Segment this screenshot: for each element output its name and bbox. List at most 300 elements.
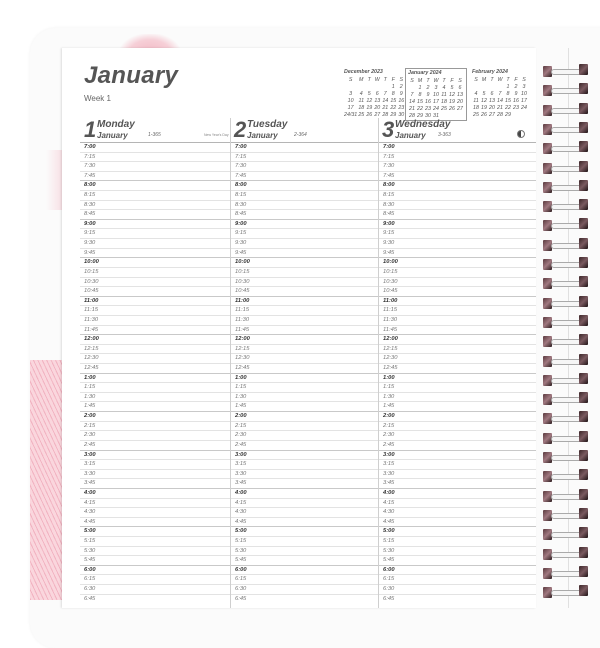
time-slot[interactable] xyxy=(231,392,378,402)
time-slot[interactable] xyxy=(80,190,230,200)
time-slot[interactable] xyxy=(379,536,536,546)
time-slot[interactable] xyxy=(379,277,536,287)
time-label: 3:00 xyxy=(84,451,96,458)
time-slot[interactable] xyxy=(379,498,536,508)
time-slot[interactable] xyxy=(231,180,378,190)
mini-calendar-date: 27 xyxy=(457,105,463,112)
time-slot[interactable] xyxy=(379,267,536,277)
time-label: 10:30 xyxy=(235,278,250,285)
time-slot[interactable] xyxy=(231,257,378,267)
time-slot[interactable] xyxy=(379,421,536,431)
mini-calendar-grid xyxy=(344,76,405,118)
time-slot[interactable] xyxy=(80,526,230,536)
time-label: 1:00 xyxy=(84,374,96,381)
time-slot[interactable] xyxy=(379,180,536,190)
mini-calendar-date: 22 xyxy=(390,104,397,111)
time-slot[interactable] xyxy=(80,392,230,402)
mini-calendar-date: 23 xyxy=(398,104,405,111)
time-slot[interactable] xyxy=(379,517,536,527)
mini-calendar-date: 11 xyxy=(473,97,479,104)
ring-hole-right xyxy=(579,238,588,249)
time-slot[interactable] xyxy=(80,584,230,594)
time-slot[interactable] xyxy=(80,296,230,306)
time-label: 8:45 xyxy=(84,211,96,218)
time-label: 1:45 xyxy=(383,403,395,410)
time-label: 11:00 xyxy=(84,297,99,304)
time-slot[interactable] xyxy=(379,459,536,469)
time-slot[interactable] xyxy=(231,382,378,392)
time-slot[interactable] xyxy=(231,565,378,575)
time-slot[interactable] xyxy=(379,190,536,200)
mini-calendar-date: 2 xyxy=(514,83,518,90)
time-slot[interactable] xyxy=(80,450,230,460)
mini-calendar-date: 18 xyxy=(358,104,365,111)
time-label: 11:30 xyxy=(235,316,250,323)
time-slot[interactable] xyxy=(231,286,378,296)
time-slot[interactable] xyxy=(379,228,536,238)
time-slot[interactable] xyxy=(231,325,378,335)
time-slot[interactable] xyxy=(231,161,378,171)
time-slot[interactable] xyxy=(80,180,230,190)
mini-calendar-date: 6 xyxy=(375,90,379,97)
time-slot[interactable] xyxy=(379,526,536,536)
mini-calendar xyxy=(344,69,405,118)
mini-calendar-date: 15 xyxy=(390,97,397,104)
time-slot[interactable] xyxy=(231,594,378,604)
time-slot[interactable] xyxy=(80,334,230,344)
time-slot[interactable] xyxy=(379,565,536,575)
time-slot[interactable] xyxy=(80,382,230,392)
day-header xyxy=(382,118,526,142)
time-slot[interactable] xyxy=(80,171,230,181)
ring-hole-right xyxy=(579,199,588,210)
time-label: 9:00 xyxy=(235,220,247,227)
mini-calendar-date: 26 xyxy=(481,111,487,118)
time-slot[interactable] xyxy=(231,574,378,584)
spiral-ring xyxy=(543,491,597,503)
time-slot[interactable] xyxy=(231,584,378,594)
time-slot[interactable] xyxy=(231,353,378,363)
time-slot[interactable] xyxy=(231,421,378,431)
time-slot[interactable] xyxy=(379,363,536,373)
mini-calendar-date: 11 xyxy=(358,97,365,104)
time-label: 10:00 xyxy=(383,259,398,266)
mini-calendar-title: January 2024 xyxy=(408,70,442,76)
time-slot[interactable] xyxy=(379,373,536,383)
time-label: 12:45 xyxy=(383,365,398,372)
day-name: Monday xyxy=(97,119,135,130)
time-slot[interactable] xyxy=(80,200,230,210)
time-label: 8:30 xyxy=(235,201,247,208)
spiral-ring xyxy=(543,317,597,329)
time-slot[interactable] xyxy=(231,411,378,421)
time-slot[interactable] xyxy=(231,459,378,469)
time-label: 4:30 xyxy=(235,509,247,516)
mini-calendar-date: 7 xyxy=(498,90,502,97)
mini-calendar-date: 15 xyxy=(417,98,423,105)
time-label: 7:45 xyxy=(383,172,395,179)
spiral-ring xyxy=(543,471,597,483)
weekday-label: S xyxy=(348,76,353,83)
time-slot[interactable] xyxy=(379,353,536,363)
time-label: 10:00 xyxy=(235,259,250,266)
mini-calendar-title: February 2024 xyxy=(472,69,508,75)
time-label: 8:30 xyxy=(383,201,395,208)
time-slot[interactable] xyxy=(80,555,230,565)
time-label: 3:00 xyxy=(383,451,395,458)
time-slot[interactable] xyxy=(379,594,536,604)
time-slot[interactable] xyxy=(379,430,536,440)
ring-hole-right xyxy=(579,411,588,422)
spiral-ring xyxy=(543,587,597,599)
day-header xyxy=(84,118,228,142)
time-label: 12:45 xyxy=(235,365,250,372)
time-slot[interactable] xyxy=(80,373,230,383)
time-slot[interactable] xyxy=(231,536,378,546)
time-slot[interactable] xyxy=(80,363,230,373)
time-slot[interactable] xyxy=(379,219,536,229)
time-slot[interactable] xyxy=(231,507,378,517)
time-slot[interactable] xyxy=(80,498,230,508)
time-slot[interactable] xyxy=(80,305,230,315)
mini-calendar-date: 2 xyxy=(399,83,403,90)
time-slot[interactable] xyxy=(379,574,536,584)
time-slot[interactable] xyxy=(80,353,230,363)
mini-calendar xyxy=(405,68,467,121)
ring-hole-right xyxy=(579,547,588,558)
time-slot[interactable] xyxy=(379,488,536,498)
time-label: 6:45 xyxy=(235,595,247,602)
time-label: 1:00 xyxy=(235,374,247,381)
time-label: 2:00 xyxy=(235,413,247,420)
time-slot[interactable] xyxy=(379,286,536,296)
time-slot[interactable] xyxy=(80,488,230,498)
time-slot[interactable] xyxy=(80,344,230,354)
mini-calendar xyxy=(472,69,528,118)
time-label: 6:00 xyxy=(235,566,247,573)
time-label: 3:45 xyxy=(84,480,96,487)
day-of-year-count: 2-364 xyxy=(294,132,307,138)
time-slot[interactable] xyxy=(80,286,230,296)
spiral-ring xyxy=(543,163,597,175)
time-slot[interactable] xyxy=(80,411,230,421)
day-month: January xyxy=(97,131,128,140)
time-label: 2:45 xyxy=(84,441,96,448)
time-slot[interactable] xyxy=(231,440,378,450)
mini-calendar-date xyxy=(472,83,480,90)
time-slot[interactable] xyxy=(80,469,230,479)
time-slot[interactable] xyxy=(379,325,536,335)
mini-calendar-date xyxy=(365,83,373,90)
time-slot[interactable] xyxy=(80,277,230,287)
mini-calendar-date: 24 xyxy=(521,104,527,111)
mini-calendar-date xyxy=(408,84,416,91)
time-slot[interactable] xyxy=(379,392,536,402)
time-label: 6:15 xyxy=(235,576,247,583)
time-slot[interactable] xyxy=(80,440,230,450)
mini-calendar-date: 16 xyxy=(425,98,431,105)
time-label: 1:30 xyxy=(84,393,96,400)
time-slot[interactable] xyxy=(80,478,230,488)
mini-calendar-date: 24/31 xyxy=(344,111,358,118)
time-slot[interactable] xyxy=(80,257,230,267)
time-label: 5:15 xyxy=(235,537,247,544)
time-label: 2:30 xyxy=(383,432,395,439)
time-slot[interactable] xyxy=(231,267,378,277)
time-slot[interactable] xyxy=(80,228,230,238)
spiral-ring xyxy=(543,182,597,194)
time-slot[interactable] xyxy=(231,546,378,556)
time-label: 11:45 xyxy=(84,326,99,333)
time-label: 6:45 xyxy=(383,595,395,602)
ring-hole-right xyxy=(579,141,588,152)
time-slot[interactable] xyxy=(231,488,378,498)
time-slot[interactable] xyxy=(379,305,536,315)
time-slot[interactable] xyxy=(231,334,378,344)
time-slot[interactable] xyxy=(379,152,536,162)
mini-calendar-date: 18 xyxy=(473,104,479,111)
time-slot[interactable] xyxy=(80,161,230,171)
time-label: 12:00 xyxy=(235,336,250,343)
day-number: 3 xyxy=(382,117,395,142)
time-slot[interactable] xyxy=(80,315,230,325)
time-label: 8:15 xyxy=(383,192,395,199)
time-label: 4:00 xyxy=(84,489,96,496)
mini-calendar-date xyxy=(512,111,520,118)
time-label: 5:30 xyxy=(235,547,247,554)
time-slot[interactable] xyxy=(80,594,230,604)
time-slot[interactable] xyxy=(379,200,536,210)
time-slot[interactable] xyxy=(379,440,536,450)
ring-hole-right xyxy=(579,83,588,94)
ring-hole-right xyxy=(579,469,588,480)
weekday-label: M xyxy=(417,77,423,84)
time-label: 5:00 xyxy=(235,528,247,535)
mini-calendar-date: 30 xyxy=(425,112,431,119)
time-label: 9:30 xyxy=(84,240,96,247)
spiral-ring xyxy=(543,143,597,155)
time-label: 4:45 xyxy=(84,518,96,525)
time-slot[interactable] xyxy=(231,373,378,383)
time-slot[interactable] xyxy=(80,536,230,546)
time-slot[interactable] xyxy=(379,257,536,267)
day-column xyxy=(379,142,536,603)
day-of-year-count: 3-363 xyxy=(438,132,451,138)
mini-calendar-date: 28 xyxy=(409,112,415,119)
time-slot[interactable] xyxy=(80,238,230,248)
mini-calendar-date: 6 xyxy=(458,84,462,91)
ring-hole-right xyxy=(579,257,588,268)
time-slot[interactable] xyxy=(80,267,230,277)
time-label: 11:30 xyxy=(84,316,99,323)
mini-calendar-date: 25 xyxy=(473,111,479,118)
time-label: 12:15 xyxy=(235,345,250,352)
time-slot[interactable] xyxy=(379,248,536,258)
time-label: 7:00 xyxy=(383,144,395,150)
weekday-label: W xyxy=(497,76,503,83)
time-label: 8:45 xyxy=(383,211,395,218)
time-label: 8:00 xyxy=(235,182,247,189)
time-label: 2:30 xyxy=(84,432,96,439)
mini-calendar-date: 9 xyxy=(514,90,518,97)
mini-calendar-date: 21 xyxy=(382,104,389,111)
time-label: 1:15 xyxy=(383,384,395,391)
mini-calendar-date: 17 xyxy=(433,98,439,105)
time-label: 6:15 xyxy=(84,576,96,583)
time-slot[interactable] xyxy=(231,430,378,440)
time-slot[interactable] xyxy=(80,219,230,229)
time-slot[interactable] xyxy=(231,190,378,200)
time-slot[interactable] xyxy=(80,574,230,584)
mini-calendar-date: 9 xyxy=(426,91,430,98)
mini-calendar-date: 29 xyxy=(505,111,511,118)
time-slot[interactable] xyxy=(379,161,536,171)
time-label: 12:15 xyxy=(84,345,99,352)
time-slot[interactable] xyxy=(231,517,378,527)
mini-calendar-date: 22 xyxy=(505,104,511,111)
time-label: 8:30 xyxy=(84,201,96,208)
time-slot[interactable] xyxy=(379,296,536,306)
time-label: 10:15 xyxy=(383,268,398,275)
mini-calendar-date: 24 xyxy=(433,105,439,112)
time-slot[interactable] xyxy=(231,315,378,325)
spiral-ring xyxy=(543,105,597,117)
time-slot[interactable] xyxy=(231,209,378,219)
time-slot[interactable] xyxy=(80,517,230,527)
mini-calendar-date xyxy=(381,83,389,90)
ring-hole-right xyxy=(579,508,588,519)
time-slot[interactable] xyxy=(379,450,536,460)
time-slot[interactable] xyxy=(231,555,378,565)
time-label: 4:00 xyxy=(383,489,395,496)
time-slot[interactable] xyxy=(80,152,230,162)
time-slot[interactable] xyxy=(379,315,536,325)
time-slot[interactable] xyxy=(379,344,536,354)
time-slot[interactable] xyxy=(379,507,536,517)
time-slot[interactable] xyxy=(80,430,230,440)
time-label: 6:00 xyxy=(383,566,395,573)
day-number: 2 xyxy=(234,117,247,142)
time-slot[interactable] xyxy=(231,401,378,411)
time-label: 2:45 xyxy=(235,441,247,448)
time-slot[interactable] xyxy=(231,478,378,488)
time-slot[interactable] xyxy=(80,421,230,431)
time-slot[interactable] xyxy=(231,526,378,536)
time-slot[interactable] xyxy=(379,171,536,181)
time-slot[interactable] xyxy=(80,209,230,219)
time-slot[interactable] xyxy=(379,209,536,219)
time-slot[interactable] xyxy=(80,507,230,517)
day-column xyxy=(231,142,378,603)
time-slot[interactable] xyxy=(231,344,378,354)
time-label: 11:45 xyxy=(383,326,398,333)
time-slot[interactable] xyxy=(379,478,536,488)
time-label: 9:45 xyxy=(383,249,395,256)
weekday-label: F xyxy=(391,76,395,83)
time-slot[interactable] xyxy=(379,546,536,556)
time-slot[interactable] xyxy=(231,142,378,152)
time-label: 4:30 xyxy=(383,509,395,516)
time-slot[interactable] xyxy=(80,248,230,258)
time-slot[interactable] xyxy=(379,584,536,594)
spiral-ring xyxy=(543,375,597,387)
time-slot[interactable] xyxy=(231,171,378,181)
time-slot[interactable] xyxy=(80,401,230,411)
time-slot[interactable] xyxy=(80,142,230,152)
time-slot[interactable] xyxy=(231,219,378,229)
time-slot[interactable] xyxy=(231,238,378,248)
weekday-label: T xyxy=(506,76,510,83)
mini-calendar-date: 20 xyxy=(489,104,495,111)
time-slot[interactable] xyxy=(379,382,536,392)
time-slot[interactable] xyxy=(231,498,378,508)
time-label: 3:45 xyxy=(235,480,247,487)
time-slot[interactable] xyxy=(80,325,230,335)
time-label: 5:30 xyxy=(84,547,96,554)
time-slot[interactable] xyxy=(379,238,536,248)
mini-calendar-date: 10 xyxy=(521,90,527,97)
mini-calendar-date: 25 xyxy=(358,111,365,118)
time-slot[interactable] xyxy=(231,228,378,238)
time-slot[interactable] xyxy=(379,334,536,344)
time-slot[interactable] xyxy=(379,401,536,411)
mini-calendar-date: 28 xyxy=(382,111,389,118)
mini-calendar-date: 8 xyxy=(391,90,395,97)
mini-calendar-date: 21 xyxy=(409,105,415,112)
time-slot[interactable] xyxy=(231,200,378,210)
spiral-ring xyxy=(543,433,597,445)
time-slot[interactable] xyxy=(231,277,378,287)
time-slot[interactable] xyxy=(379,411,536,421)
time-slot[interactable] xyxy=(231,469,378,479)
mini-calendar-date: 17 xyxy=(521,97,527,104)
time-label: 2:45 xyxy=(383,441,395,448)
time-slot[interactable] xyxy=(379,142,536,152)
mini-calendar-date: 26 xyxy=(366,111,373,118)
ring-hole-right xyxy=(579,450,588,461)
mini-calendar-date xyxy=(488,83,496,90)
mini-calendar-date: 9 xyxy=(399,90,403,97)
time-slot[interactable] xyxy=(231,152,378,162)
time-slot[interactable] xyxy=(379,469,536,479)
weekday-label: M xyxy=(359,76,364,83)
day-month: January xyxy=(395,131,426,140)
time-label: 6:30 xyxy=(235,586,247,593)
time-label: 11:30 xyxy=(383,316,398,323)
time-slot[interactable] xyxy=(379,555,536,565)
time-label: 9:45 xyxy=(84,249,96,256)
time-slot[interactable] xyxy=(231,363,378,373)
time-label: 12:30 xyxy=(235,355,250,362)
time-slot[interactable] xyxy=(231,296,378,306)
time-label: 3:00 xyxy=(235,451,247,458)
time-slot[interactable] xyxy=(80,546,230,556)
mini-calendar-date: 5 xyxy=(482,90,486,97)
time-label: 1:45 xyxy=(235,403,247,410)
ring-hole-right xyxy=(579,296,588,307)
mini-calendar-date: 21 xyxy=(497,104,503,111)
time-slot[interactable] xyxy=(231,305,378,315)
time-label: 3:45 xyxy=(383,480,395,487)
ring-hole-right xyxy=(579,103,588,114)
time-slot[interactable] xyxy=(231,248,378,258)
time-slot[interactable] xyxy=(80,459,230,469)
time-label: 11:00 xyxy=(235,297,250,304)
time-slot[interactable] xyxy=(231,450,378,460)
time-slot[interactable] xyxy=(80,565,230,575)
ring-hole-right xyxy=(579,315,588,326)
time-label: 8:15 xyxy=(235,192,247,199)
